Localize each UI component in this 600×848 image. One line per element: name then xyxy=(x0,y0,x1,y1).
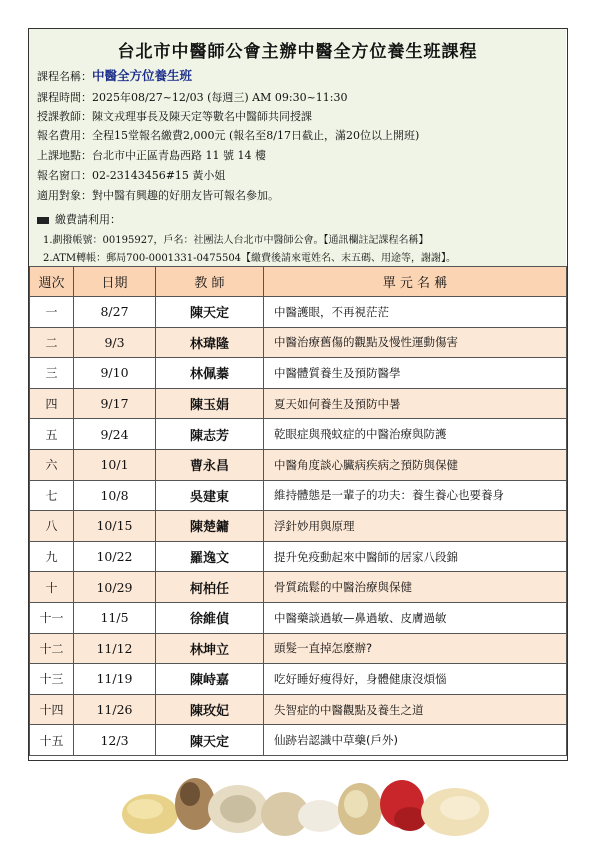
topic-cell: 維持體態是一輩子的功夫：養生養心也要養身 xyxy=(264,480,567,511)
date-cell: 9/10 xyxy=(74,358,156,389)
header-teacher: 教 師 xyxy=(156,267,264,297)
week-cell: 五 xyxy=(30,419,74,450)
week-cell: 十五 xyxy=(30,725,74,756)
table-row xyxy=(30,511,567,542)
topic-cell: 乾眼症與飛蚊症的中醫治療與防護 xyxy=(264,419,567,450)
header-topic: 單 元 名 稱 xyxy=(264,267,567,297)
course-name: 中醫全方位養生班 xyxy=(92,68,193,83)
date-cell: 10/29 xyxy=(74,572,156,603)
week-cell: 三 xyxy=(30,358,74,389)
teacher-cell: 柯柏任 xyxy=(156,572,264,603)
payment-heading-text: 繳費請利用： xyxy=(55,213,121,226)
table-row xyxy=(30,419,567,450)
teacher-cell: 陳玉娟 xyxy=(156,388,264,419)
week-cell: 十四 xyxy=(30,694,74,725)
topic-cell: 夏天如何養生及預防中暑 xyxy=(264,388,567,419)
document-frame xyxy=(28,28,568,761)
schedule-table xyxy=(29,266,567,756)
table-row xyxy=(30,572,567,603)
topic-cell: 中醫藥談過敏—鼻過敏、皮膚過敏 xyxy=(264,602,567,633)
schedule-body xyxy=(30,297,567,756)
payment-heading xyxy=(37,211,121,227)
table-row xyxy=(30,602,567,633)
topic-cell: 中醫體質養生及預防醫學 xyxy=(264,358,567,389)
topic-cell: 頭髮一直掉怎麼辦? xyxy=(264,633,567,664)
date-cell: 11/5 xyxy=(74,602,156,633)
teacher-cell: 陳楚鏞 xyxy=(156,511,264,542)
table-row xyxy=(30,694,567,725)
topic-cell: 吃好睡好瘦得好，身體健康沒煩惱 xyxy=(264,664,567,695)
teacher-cell: 陳玫妃 xyxy=(156,694,264,725)
topic-cell: 仙跡岩認識中草藥(戶外) xyxy=(264,725,567,756)
table-row xyxy=(30,297,567,328)
course-name-line xyxy=(37,69,192,84)
topic-cell: 浮針妙用與原理 xyxy=(264,511,567,542)
table-row xyxy=(30,358,567,389)
teacher-cell: 吳建東 xyxy=(156,480,264,511)
week-cell: 十 xyxy=(30,572,74,603)
topic-cell: 提升免疫動起來中醫師的居家八段錦 xyxy=(264,541,567,572)
date-cell: 9/3 xyxy=(74,327,156,358)
table-row xyxy=(30,633,567,664)
header-date: 日期 xyxy=(74,267,156,297)
week-cell: 十二 xyxy=(30,633,74,664)
course-location: 上課地點：台北市中正區青島西路 11 號 14 樓 xyxy=(37,149,266,162)
date-cell: 10/8 xyxy=(74,480,156,511)
week-cell: 二 xyxy=(30,327,74,358)
teacher-cell: 林佩蓁 xyxy=(156,358,264,389)
date-cell: 9/24 xyxy=(74,419,156,450)
date-cell: 11/12 xyxy=(74,633,156,664)
payment-bullet-icon xyxy=(37,217,49,224)
info-header xyxy=(29,29,566,267)
course-fee: 報名費用：全程15堂報名繳費2,000元 (報名至8/17日截止，滿20位以上開班) xyxy=(37,129,420,142)
topic-cell: 失智症的中醫觀點及養生之道 xyxy=(264,694,567,725)
date-cell: 8/27 xyxy=(74,297,156,328)
topic-cell: 骨質疏鬆的中醫治療與保健 xyxy=(264,572,567,603)
teacher-cell: 羅逸文 xyxy=(156,541,264,572)
date-cell: 11/26 xyxy=(74,694,156,725)
teacher-cell: 曹永昌 xyxy=(156,449,264,480)
date-cell: 11/19 xyxy=(74,664,156,695)
course-contact: 報名窗口：02-23143456#15 黃小姐 xyxy=(37,169,226,182)
teacher-cell: 陳天定 xyxy=(156,297,264,328)
week-cell: 四 xyxy=(30,388,74,419)
week-cell: 九 xyxy=(30,541,74,572)
course-audience: 適用對象：對中醫有興趣的好朋友皆可報名參加。 xyxy=(37,189,279,202)
teacher-cell: 林瑋隆 xyxy=(156,327,264,358)
teacher-cell: 陳峙嘉 xyxy=(156,664,264,695)
week-cell: 七 xyxy=(30,480,74,511)
week-cell: 一 xyxy=(30,297,74,328)
teacher-cell: 陳天定 xyxy=(156,725,264,756)
course-teachers: 授課教師：陳文戎理事長及陳天定等數名中醫師共同授課 xyxy=(37,110,312,123)
teacher-cell: 林坤立 xyxy=(156,633,264,664)
table-row xyxy=(30,541,567,572)
table-row xyxy=(30,725,567,756)
header-week: 週次 xyxy=(30,267,74,297)
course-time: 課程時間：2025年08/27~12/03 (每週三) AM 09:30~11:30 xyxy=(37,91,348,104)
table-row xyxy=(30,449,567,480)
date-cell: 12/3 xyxy=(74,725,156,756)
course-name-label: 課程名稱： xyxy=(37,70,92,83)
table-row xyxy=(30,327,567,358)
herbal-ingredients-image xyxy=(120,764,500,844)
topic-cell: 中醫護眼，不再視茫茫 xyxy=(264,297,567,328)
topic-cell: 中醫治療舊傷的觀點及慢性運動傷害 xyxy=(264,327,567,358)
week-cell: 八 xyxy=(30,511,74,542)
teacher-cell: 陳志芳 xyxy=(156,419,264,450)
table-row xyxy=(30,664,567,695)
week-cell: 十三 xyxy=(30,664,74,695)
table-header-row xyxy=(30,267,567,297)
teacher-cell: 徐維偵 xyxy=(156,602,264,633)
date-cell: 9/17 xyxy=(74,388,156,419)
table-row xyxy=(30,480,567,511)
payment-line-postal: 1.劃撥帳號：00195927，戶名：社團法人台北市中醫師公會。【通訊欄註記課程名稱】 xyxy=(43,235,429,246)
date-cell: 10/15 xyxy=(74,511,156,542)
payment-line-atm: 2.ATM轉帳：郵局700-0001331-0475504【繳費後請來電姓名、末五碼、用途等，謝謝】。 xyxy=(43,253,457,264)
week-cell: 十一 xyxy=(30,602,74,633)
topic-cell: 中醫角度談心臟病疾病之預防與保健 xyxy=(264,449,567,480)
date-cell: 10/22 xyxy=(74,541,156,572)
page-title: 台北市中醫師公會主辦中醫全方位養生班課程 xyxy=(117,42,478,62)
table-row xyxy=(30,388,567,419)
week-cell: 六 xyxy=(30,449,74,480)
date-cell: 10/1 xyxy=(74,449,156,480)
